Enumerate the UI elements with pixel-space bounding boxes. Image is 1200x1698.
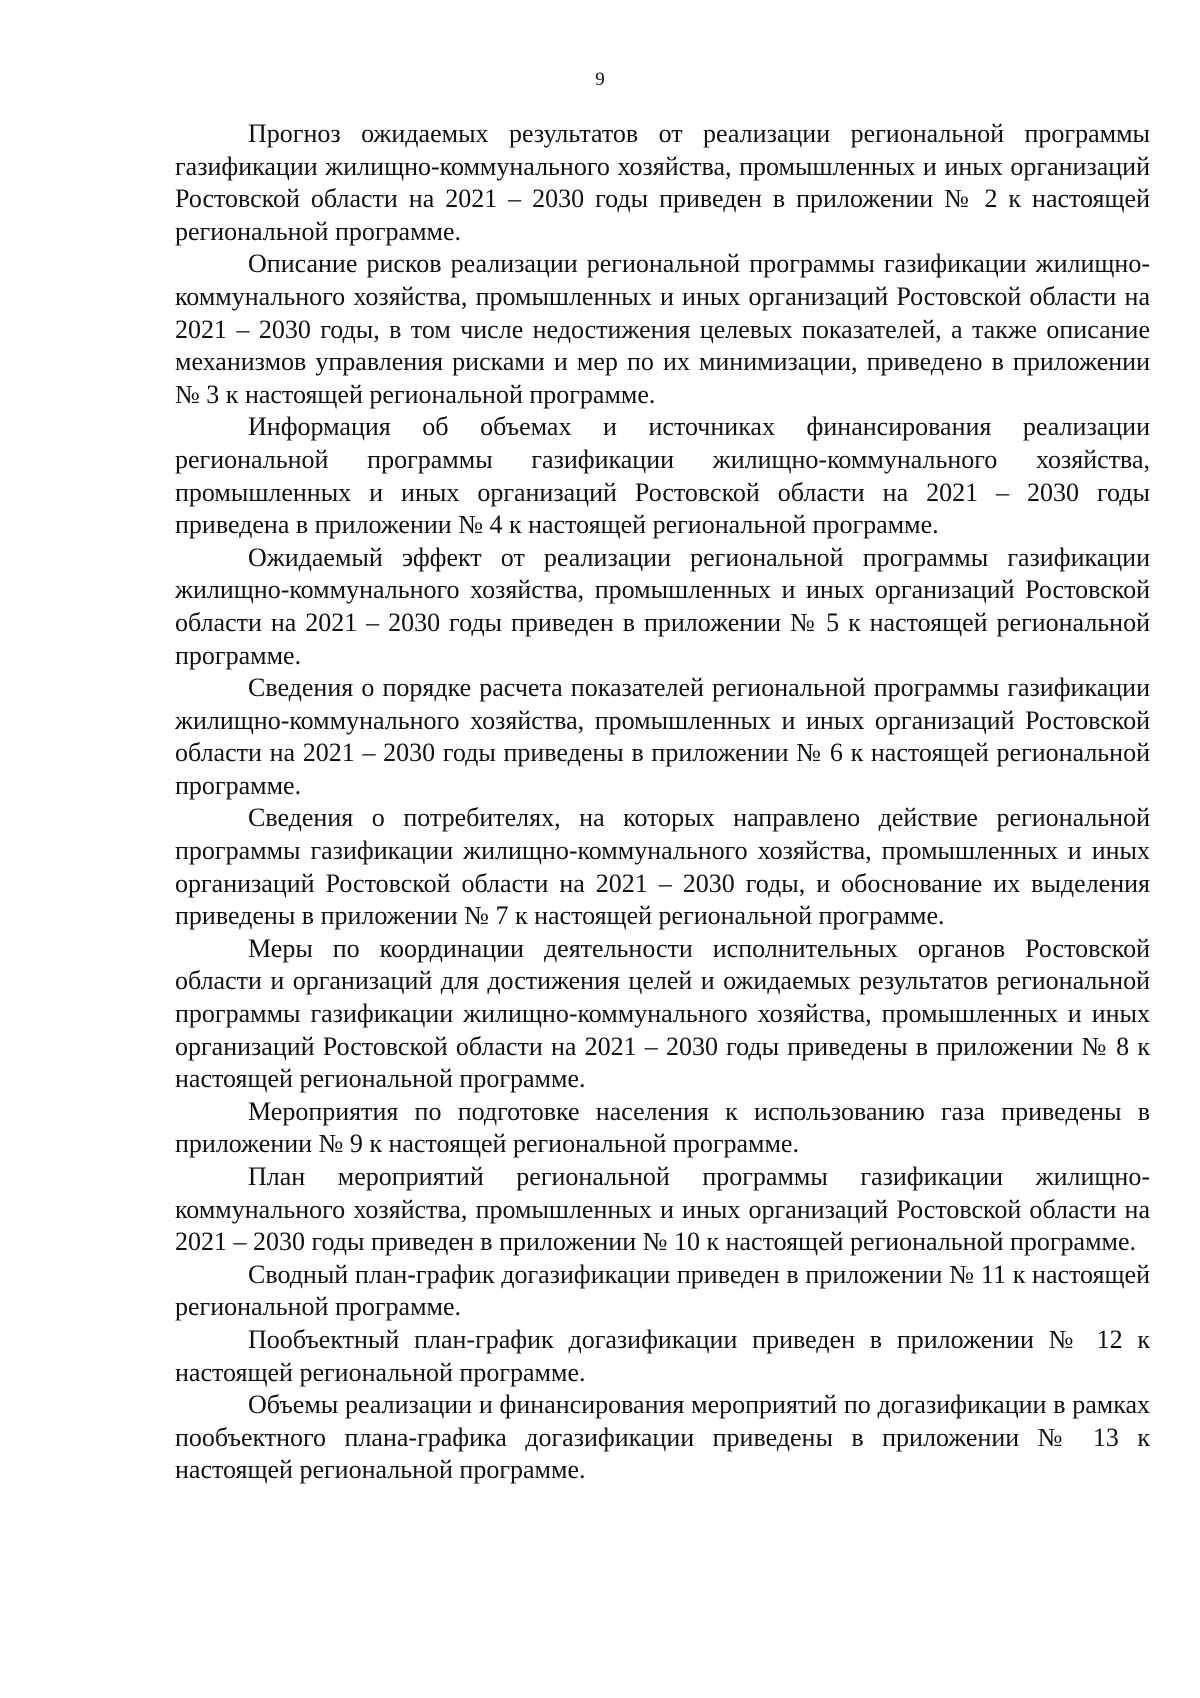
paragraph-expected-effect: Ожидаемый эффект от реализации региональной программы газификации жилищно-коммунального хозяйства, промышленных и иных организаций Ростовской области на 2021 – 2030 годы приведен в приложении № 5 к настоящей региональной программе.: [175, 542, 1150, 670]
page-number: 9: [595, 69, 605, 90]
paragraph-summary-schedule: Сводный план-график догазификации приведен в приложении № 11 к настоящей региональной программе.: [175, 1259, 1150, 1322]
paragraph-action-plan: План мероприятий региональной программы газификации жилищно-коммунального хозяйства, промышленных и иных организаций Ростовской области на 2021 – 2030 годы приведен в приложении № 10 к настоящей региональной программе.: [175, 1162, 1150, 1257]
paragraph-financing-info: Информация об объемах и источниках финансирования реализации региональной программы газификации жилищно-коммунального хозяйства, промышленных и иных организаций Ростовской области на 2021 – 2030 годы приведена в приложении № 4 к настоящей региональной программе.: [175, 412, 1150, 540]
paragraph-population-preparation: Мероприятия по подготовке населения к использованию газа приведены в приложении № 9 к настоящей региональной программе.: [175, 1096, 1150, 1159]
paragraph-coordination-measures: Меры по координации деятельности исполнительных органов Ростовской области и организаций для достижения целей и ожидаемых результатов региональной программы газификации жилищно-коммунального хозяйства, промышленных и иных организаций Ростовской области на 2021 – 2030 годы приведены в приложении № 8 к настоящей региональной программе.: [175, 933, 1150, 1094]
paragraph-object-schedule: Пообъектный план-график догазификации приведен в приложении № 12 к настоящей региональной программе.: [175, 1324, 1150, 1387]
paragraph-consumers-info: Сведения о потребителях, на которых направлено действие региональной программы газификации жилищно-коммунального хозяйства, промышленных и иных организаций Ростовской области на 2021 – 2030 годы, и обоснование их выделения приведены в приложении № 7 к настоящей региональной программе.: [175, 803, 1150, 931]
paragraph-indicator-calculation: Сведения о порядке расчета показателей региональной программы газификации жилищно-коммунального хозяйства, промышленных и иных организаций Ростовской области на 2021 – 2030 годы приведены в приложении № 6 к настоящей региональной программе.: [175, 673, 1150, 800]
paragraph-risks-description: Описание рисков реализации региональной программы газификации жилищно-коммунального хозяйства, промышленных и иных организаций Ростовской области на 2021 – 2030 годы, в том числе недостижения целевых показателей, а также описание механизмов управления рисками и мер по их минимизации, приведено в приложении № 3 к настоящей региональной программе.: [175, 249, 1150, 409]
document-body: [175, 118, 1150, 1487]
paragraph-forecast-results: Прогноз ожидаемых результатов от реализации региональной программы газификации жилищно-коммунального хозяйства, промышленных и иных организаций Ростовской области на 2021 – 2030 годы приведен в приложении № 2 к настоящей региональной программе.: [175, 119, 1150, 246]
paragraph-financing-volumes: Объемы реализации и финансирования мероприятий по догазификации в рамках пообъектного плана-графика догазификации приведены в приложении № 13 к настоящей региональной программе.: [175, 1390, 1150, 1485]
